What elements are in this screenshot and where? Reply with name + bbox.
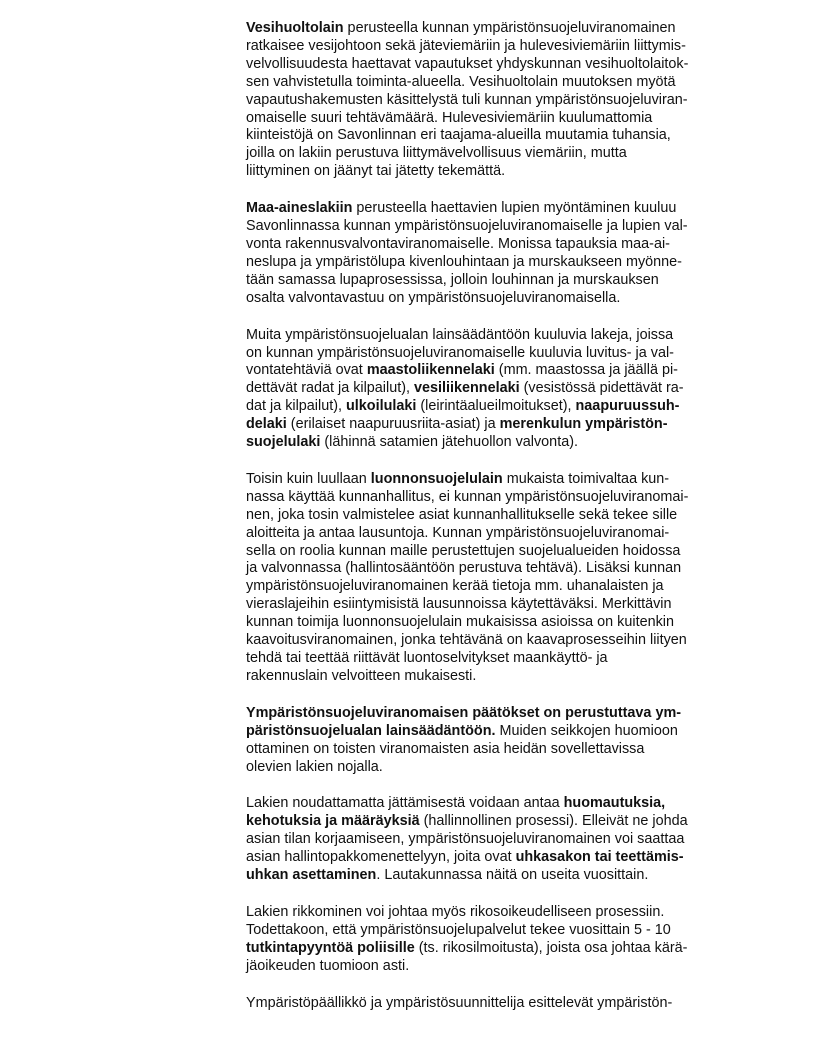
text-run: kiinteistöjä on Savonlinnan eri taajama-alueilla muutamia tuhansia, [246, 127, 671, 144]
text-line [246, 759, 736, 777]
text-run: ympäristönsuojeluviranomainen kerää tietoja mm. uhanalaisten ja [246, 578, 664, 595]
text-line [246, 995, 736, 1013]
text-run: aloitteita ja antaa lausuntoja. Kunnan ympäristönsuojeluviranomai- [246, 524, 670, 541]
text-run: Savonlinnassa kunnan ympäristönsuojeluviranomaiselle ja lupien val- [246, 218, 688, 235]
text-run: tehdä tai teettää riittävät luontoselvitykset maankäyttö- ja [246, 650, 608, 666]
text-line [246, 543, 736, 561]
text-run: joilla on lakiin perustuva liittymävelvollisuus viemäriin, mutta [246, 145, 627, 162]
body-text [246, 20, 736, 1032]
bold-term: luonnonsuojelulain [370, 470, 503, 487]
text-run: kunnan toimija luonnonsuojelulain mukaisissa asioissa on kuitenkin [246, 614, 674, 631]
text-line [246, 434, 736, 452]
bold-term: Ympäristönsuojeluviranomaisen päätökset on perustuttava ym- [246, 704, 682, 721]
text-run: tään samassa lupaprosessissa, jolloin louhinnan ja murskauksen [246, 271, 659, 288]
bold-term: tutkintapyyntöä poliisille [246, 939, 415, 956]
text-run: (ts. rikosilmoitusta), joista osa johtaa kärä- [414, 939, 688, 956]
text-run: asian hallintopakkomenettelyyn, joita ovat [246, 849, 516, 866]
bold-term: Vesihuoltolain [246, 20, 344, 36]
text-line [246, 813, 736, 831]
text-run: rakennuslain velvoitteen mukaisesti. [246, 667, 477, 684]
text-run: Lakien noudattamatta jättämisestä voidaan antaa [246, 795, 564, 812]
bold-term: kehotuksia ja määräyksiä [246, 813, 420, 830]
text-line [246, 200, 736, 218]
paragraph [246, 471, 736, 686]
bold-term: päristönsuojelualan lainsäädäntöön. [246, 722, 496, 739]
paragraph [246, 904, 736, 976]
text-run: nen, joka tosin valmistelee asiat kunnanhallitukselle sekä tekee sille [246, 506, 678, 523]
text-run: mukaista toimivaltaa kun- [502, 470, 670, 487]
text-run: vieraslajeihin esiintymisistä lausunnoissa käytettäväksi. Merkittävin [246, 596, 672, 613]
text-line [246, 489, 736, 507]
bold-term: naapuruussuh- [575, 398, 680, 415]
text-line [246, 345, 736, 363]
text-line [246, 668, 736, 686]
text-line [246, 741, 736, 759]
text-line [246, 163, 736, 181]
text-line [246, 795, 736, 813]
text-run: asian tilan korjaamiseen, ympäristönsuojeluviranomainen voi saattaa [246, 831, 685, 848]
text-run: sen vahvistetulla toiminta-alueella. Vesihuoltolain muutoksen myötä [246, 73, 676, 90]
text-run: Toisin kuin luullaan [246, 470, 371, 487]
text-line [246, 723, 736, 741]
text-line [246, 507, 736, 525]
text-run: sella on roolia kunnan maille perustettujen suojelualueiden hoidossa [246, 542, 681, 559]
text-run: (mm. maastossa ja jäällä pi- [494, 362, 678, 379]
text-line [246, 940, 736, 958]
bold-term: uhkasakon tai teettämis- [515, 849, 684, 866]
text-run: ja valvonnassa (hallintosääntöön perustuva tehtävä). Lisäksi kunnan [246, 560, 682, 577]
text-line [246, 20, 736, 38]
bold-term: merenkulun ympäristön- [499, 416, 668, 433]
text-run: liittyminen on jäänyt tai jätetty tekemättä. [246, 163, 506, 180]
text-run: Todettakoon, että ympäristönsuojelupalvelut tekee vuosittain 5 - 10 [246, 921, 671, 938]
paragraph [246, 20, 736, 181]
text-run: jäoikeuden tuomioon asti. [246, 957, 410, 974]
text-line [246, 362, 736, 380]
text-line [246, 145, 736, 163]
text-line [246, 127, 736, 145]
paragraph [246, 795, 736, 885]
text-line [246, 922, 736, 940]
text-line [246, 705, 736, 723]
text-line [246, 290, 736, 308]
paragraph [246, 200, 736, 307]
text-run: nassa käyttää kunnanhallitus, ei kunnan ympäristönsuojeluviranomai- [246, 488, 689, 505]
text-run: vontatehtäviä ovat [246, 362, 367, 379]
bold-term: suojelulaki [246, 434, 321, 451]
text-run: Ympäristöpäällikkö ja ympäristösuunnittelija esittelevät ympäristön- [246, 994, 673, 1011]
bold-term: maastoliikennelaki [366, 362, 495, 379]
text-line [246, 56, 736, 74]
text-line [246, 632, 736, 650]
text-line [246, 596, 736, 614]
text-line [246, 92, 736, 110]
bold-term: huomautuksia, [563, 795, 666, 812]
text-line [246, 650, 736, 668]
text-line [246, 236, 736, 254]
paragraph [246, 327, 736, 452]
text-run: kaavoitusviranomainen, jonka tehtävänä on kaavaprosesseihin liityen [246, 632, 687, 649]
paragraph [246, 995, 736, 1013]
text-line [246, 218, 736, 236]
text-line [246, 849, 736, 867]
text-line [246, 867, 736, 885]
text-line [246, 614, 736, 632]
text-line [246, 110, 736, 128]
text-run: (hallinnollinen prosessi). Elleivät ne johda [419, 813, 688, 830]
text-line [246, 578, 736, 596]
text-run: velvollisuudesta haettavat vapautukset yhdyskunnan vesihuoltolaitok- [246, 55, 689, 72]
text-line [246, 380, 736, 398]
text-line [246, 416, 736, 434]
text-line [246, 398, 736, 416]
text-run: omaiselle suuri tehtävämäärä. Hulevesiviemäriin kuulumattomia [246, 109, 653, 126]
text-run: . Lautakunnassa näitä on useita vuosittain. [376, 867, 649, 884]
bold-term: uhkan asettaminen [246, 867, 377, 884]
text-run: osalta valvontavastuu on ympäristönsuojeluviranomaisella. [246, 289, 621, 306]
text-line [246, 38, 736, 56]
text-line [246, 254, 736, 272]
text-line [246, 904, 736, 922]
text-run: (lähinnä satamien jätehuollon valvonta). [320, 434, 578, 451]
text-line [246, 74, 736, 92]
text-run: (erilaiset naapuruusriita-asiat) ja [286, 416, 500, 433]
text-run: vapautushakemusten käsittelystä tuli kunnan ympäristönsuojeluviran- [246, 91, 688, 108]
text-run: on kunnan ympäristönsuojeluviranomaiselle kuuluvia luvitus- ja val- [246, 344, 674, 361]
text-run: neslupa ja ympäristölupa kivenlouhintaan ja murskaukseen myönne- [246, 253, 682, 270]
text-run: Lakien rikkominen voi johtaa myös rikosoikeudelliseen prosessiin. [246, 903, 665, 920]
text-line [246, 272, 736, 290]
text-run: Muiden seikkojen huomioon [495, 722, 678, 739]
text-run: dat ja kilpailut), [246, 398, 346, 415]
text-run: perusteella kunnan ympäristönsuojeluviranomainen [343, 20, 676, 36]
text-run: ottaminen on toisten viranomaisten asia heidän sovellettavissa [246, 740, 645, 757]
text-run: (vesistössä pidettävät ra- [519, 380, 684, 397]
text-run: vonta rakennusvalvontaviranomaiselle. Monissa tapauksia maa-ai- [246, 235, 670, 252]
bold-term: Maa-aineslakiin [246, 200, 353, 217]
text-run: olevien lakien nojalla. [246, 758, 383, 775]
text-line [246, 958, 736, 976]
bold-term: ulkoilulaki [345, 398, 417, 415]
text-line [246, 831, 736, 849]
text-line [246, 560, 736, 578]
paragraph [246, 705, 736, 777]
text-line [246, 525, 736, 543]
text-run: (leirintäalueilmoitukset), [416, 398, 576, 415]
text-line [246, 327, 736, 345]
text-line [246, 471, 736, 489]
text-run: perusteella haettavien lupien myöntäminen kuuluu [352, 200, 677, 217]
bold-term: delaki [246, 416, 287, 433]
text-run: dettävät radat ja kilpailut), [246, 380, 414, 397]
text-run: ratkaisee vesijohtoon sekä jäteviemäriin ja hulevesiviemäriin liittymis- [246, 37, 686, 54]
text-run: Muita ympäristönsuojelualan lainsäädäntöön kuuluvia lakeja, joissa [246, 326, 674, 343]
bold-term: vesiliikennelaki [413, 380, 520, 397]
